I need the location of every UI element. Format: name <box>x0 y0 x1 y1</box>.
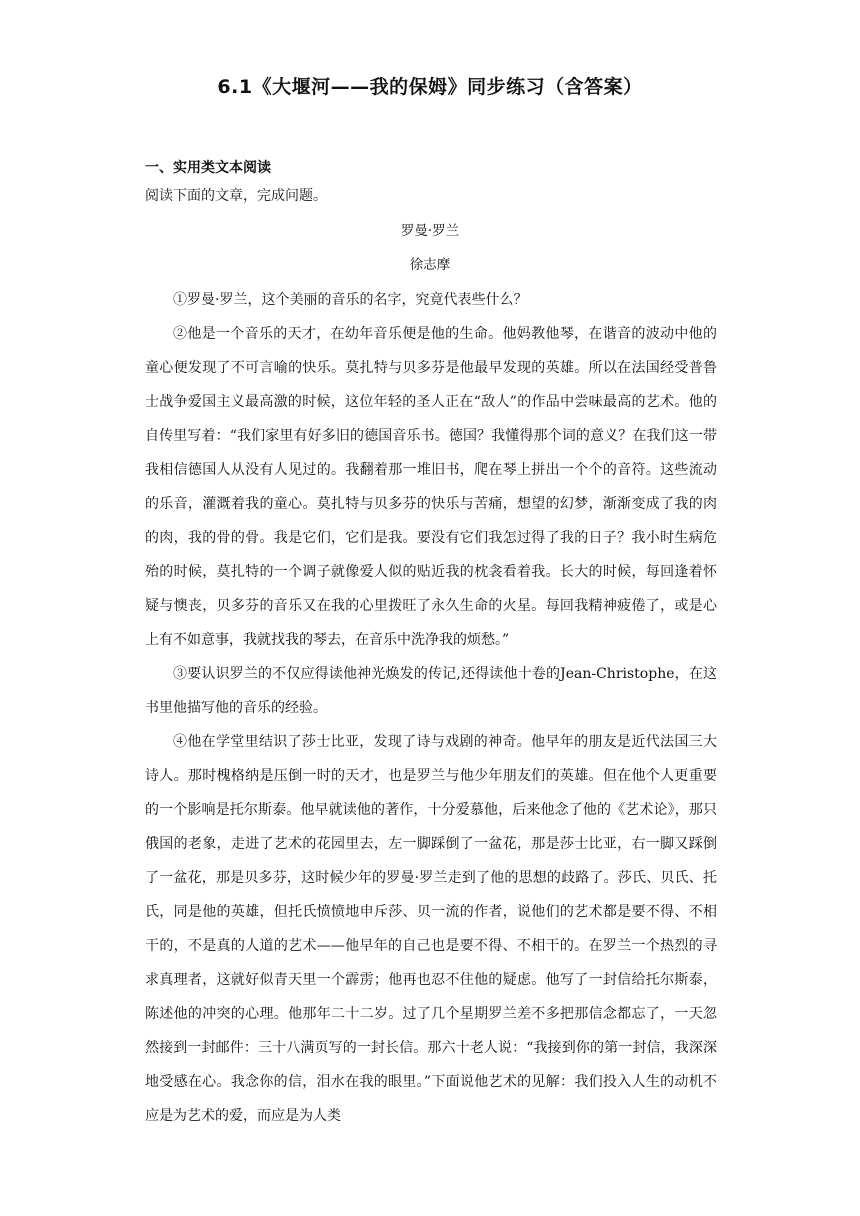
article-author: 徐志摩 <box>409 257 451 273</box>
article-body <box>145 283 717 1133</box>
document-title: 6.1《大堰河——我的保姆》同步练习（含答案） <box>217 76 643 98</box>
section-heading: 一、实用类文本阅读 <box>145 160 271 176</box>
article-title: 罗曼·罗兰 <box>400 223 460 239</box>
reading-instruction: 阅读下面的文章，完成问题。 <box>145 188 327 204</box>
paragraph-1: ①罗曼·罗兰，这个美丽的音乐的名字，究竟代表些什么？ <box>173 292 528 308</box>
paragraph-2: ②他是一个音乐的天才，在幼年音乐便是他的生命。他妈教他琴，在谐音的波动中他的童心便发现了不可言喻的快乐。莫扎特与贝多芬是他最早发现的英雄。所以在法国经受普鲁士战争爱国主义最高激的时候，这位年轻的圣人正在“敌人”的作品中尝味最高的艺术。他的自传里写着：“我们家里有好多旧的德国音乐书。德国？我懂得那个词的意义？在我们这一带我相信德国人从没有人见过的。我翻着那一堆旧书，爬在琴上拼出一个个的音符。这些流动的乐音，灌溉着我的童心。莫扎特与贝多芬的快乐与苦痛，想望的幻梦，渐渐变成了我的肉的肉，我的骨的骨。我是它们，它们是我。要没有它们我怎过得了我的日子？我小时生病危殆的时候，莫扎特的一个调子就像爱人似的贴近我的枕衾看着我。长大的时候，每回逢着怀疑与懊丧，贝多芬的音乐又在我的心里拨旺了永久生命的火星。每回我精神疲倦了，或是心上有不如意事，我就找我的琴去，在音乐中洗净我的烦愁。” <box>145 326 717 648</box>
paragraph-4: ④他在学堂里结识了莎士比亚，发现了诗与戏剧的神奇。他早年的朋友是近代法国三大诗人。那时槐格纳是压倒一时的天才，也是罗兰与他少年朋友们的英雄。但在他个人更重要的一个影响是托尔斯泰。他早就读他的著作，十分爱慕他，后来他念了他的《艺术论》，那只俄国的老象，走进了艺术的花园里去，左一脚踩倒了一盆花，那是莎士比亚，右一脚又踩倒了一盆花，那是贝多芬，这时候少年的罗曼·罗兰走到了他的思想的歧路了。莎氏、贝氏、托氏，同是他的英雄，但托氏愤愤地申斥莎、贝一流的作者，说他们的艺术都是要不得、不相干的，不是真的人道的艺术——他早年的自己也是要不得、不相干的。在罗兰一个热烈的寻求真理者，这就好似青天里一个霹雳；他再也忍不住他的疑虑。他写了一封信给托尔斯泰，陈述他的冲突的心理。他那年二十二岁。过了几个星期罗兰差不多把那信念都忘了，一天忽然接到一封邮件：三十八满页写的一封长信。那六十老人说：“我接到你的第一封信，我深深地受感在心。我念你的信，泪水在我的眼里。”下面说他艺术的见解：我们投入人生的动机不应是为艺术的爱，而应是为人类 <box>145 734 717 1124</box>
paragraph-3: ③要认识罗兰的不仅应得读他神光焕发的传记,还得读他十卷的Jean-Christophe，在这书里他描写他的音乐的经验。 <box>145 666 717 716</box>
